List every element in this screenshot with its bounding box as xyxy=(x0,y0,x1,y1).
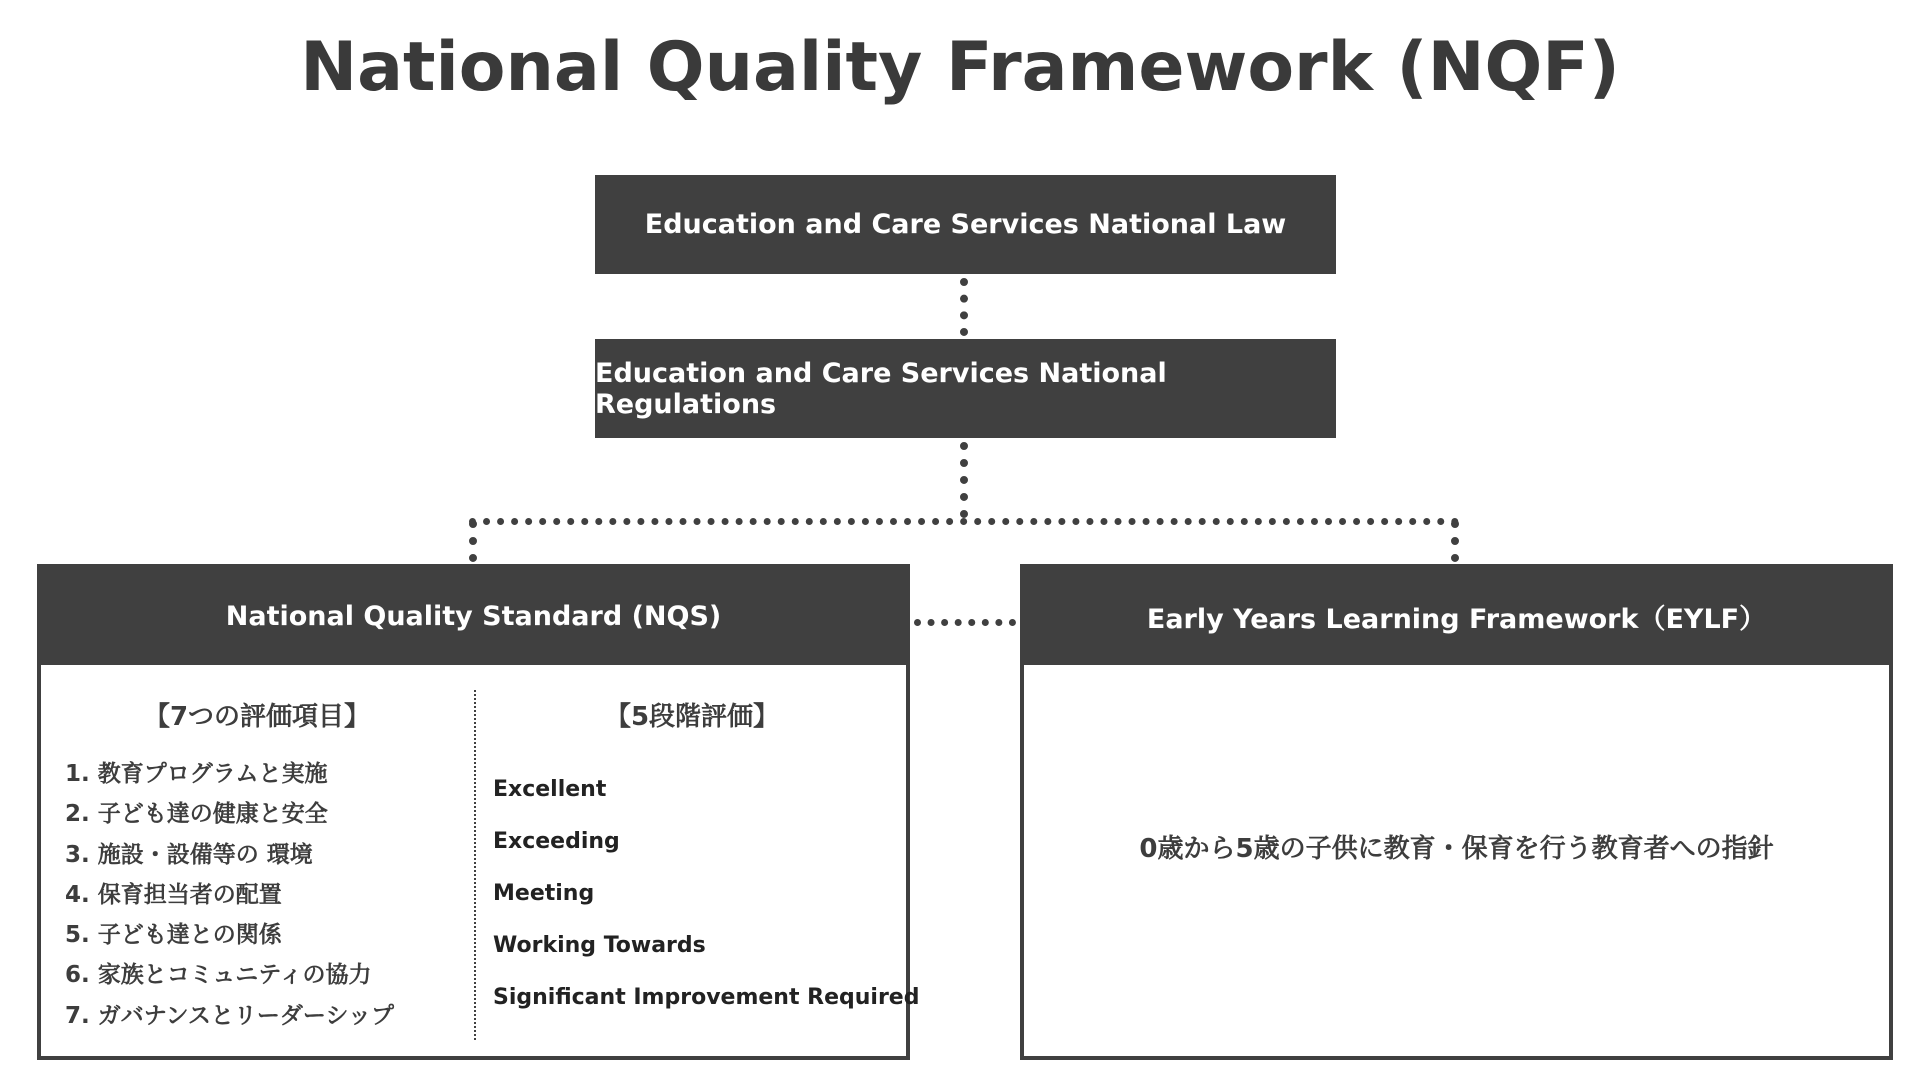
levels-title: 【5段階評価】 xyxy=(604,702,780,732)
items-title: 【7つの評価項目】 xyxy=(143,702,371,732)
levels-list xyxy=(493,764,919,1024)
items-list xyxy=(65,754,394,1036)
list-item: 7. ガバナンスとリーダーシップ xyxy=(65,1002,394,1029)
list-item: Meeting xyxy=(493,881,595,906)
eylf-header xyxy=(1024,568,1889,665)
national-law-label: Education and Care Services National Law xyxy=(644,209,1287,240)
national-regulations-label: Education and Care Services National Regulations xyxy=(595,357,1167,420)
list-item: Exceeding xyxy=(493,829,620,854)
national-regulations-box xyxy=(595,339,1336,438)
nqs-header xyxy=(41,568,906,665)
nqs-panel xyxy=(37,564,920,1060)
nqs-header-label: National Quality Standard (NQS) xyxy=(225,601,722,632)
diagram-title: National Quality Framework (NQF) xyxy=(300,28,1620,107)
connector-branch-nqs xyxy=(469,520,477,562)
connector-nqs-eylf xyxy=(914,619,1016,626)
list-item: 6. 家族とコミュニティの協力 xyxy=(65,962,372,989)
list-item: Significant Improvement Required xyxy=(493,985,920,1010)
connector-branch-horizontal xyxy=(469,518,1459,525)
connector-regulations-branch xyxy=(960,442,968,518)
connector-law-regulations xyxy=(960,278,968,336)
list-item: Working Towards xyxy=(493,933,706,958)
list-item: 1. 教育プログラムと実施 xyxy=(65,761,328,787)
connector-branch-eylf xyxy=(1451,520,1459,562)
list-item: 2. 子ども達の健康と安全 xyxy=(65,801,328,828)
eylf-header-label: Early Years Learning Framework（EYLF） xyxy=(1146,604,1767,635)
eylf-description: 0歳から5歳の子供に教育・保育を行う教育者への指針 xyxy=(1139,834,1774,864)
column-divider xyxy=(474,690,476,1040)
list-item: 3. 施設・設備等の 環境 xyxy=(65,841,313,868)
list-item: 4. 保育担当者の配置 xyxy=(65,881,282,908)
list-item: 5. 子ども達との関係 xyxy=(65,922,282,949)
eylf-panel xyxy=(1020,564,1893,1060)
list-item: Excellent xyxy=(493,777,607,802)
national-law-box xyxy=(595,175,1336,274)
